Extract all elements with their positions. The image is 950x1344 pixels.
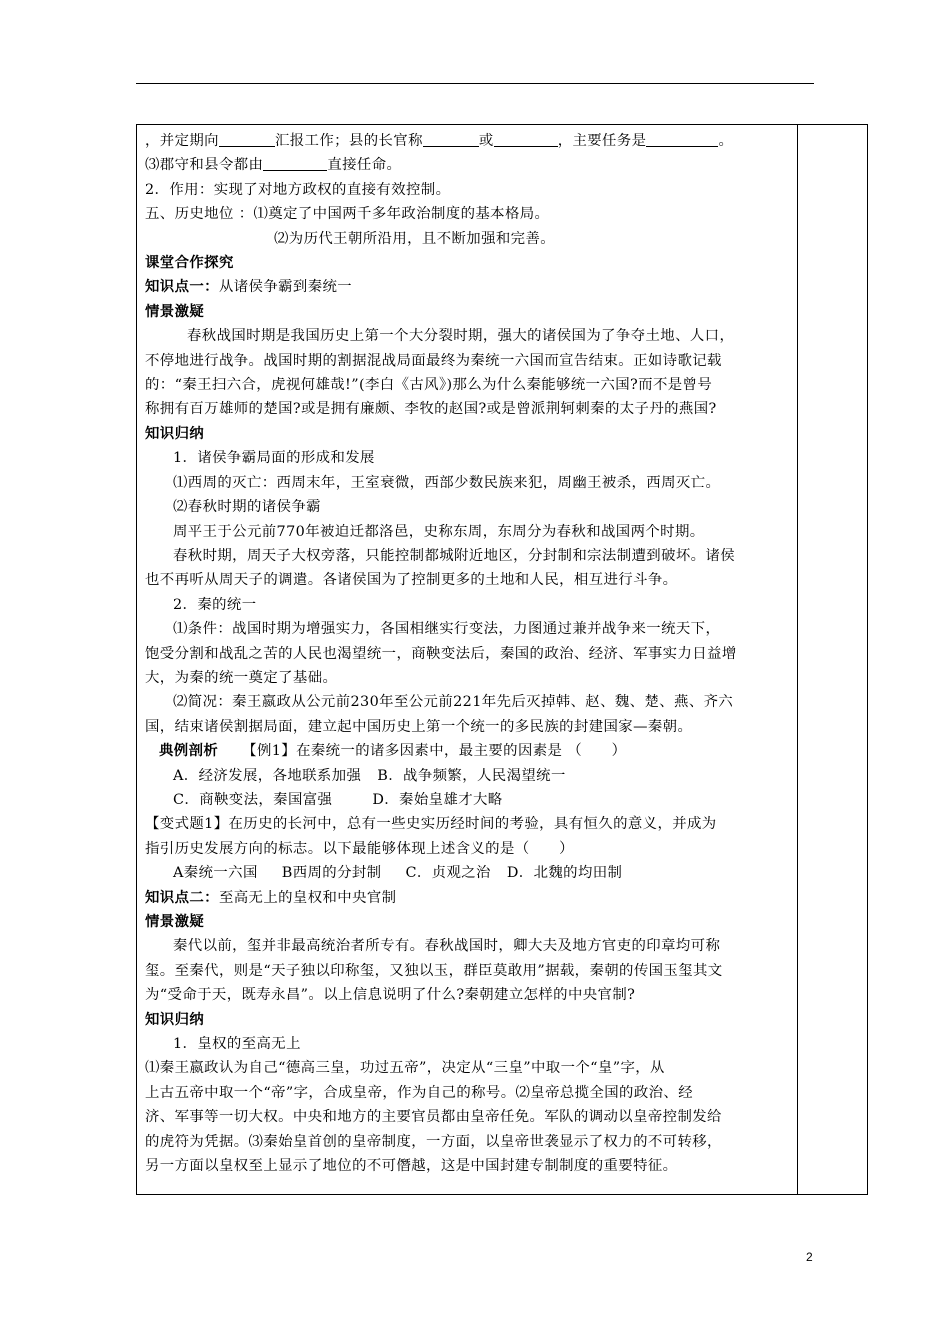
fill-blank bbox=[219, 130, 275, 147]
subheading: 知识归纳 bbox=[145, 424, 205, 442]
text-line: 也不再听从周天子的调遣。各诸侯国为了控制更多的土地和人民，相互进行斗争。 bbox=[145, 572, 678, 589]
fill-blank bbox=[494, 130, 558, 147]
subheading: 情景激疑 bbox=[145, 302, 205, 320]
text-line: 为“受命于天，既寿永昌”。以上信息说明了什么?秦朝建立怎样的中央官制? bbox=[145, 987, 636, 1004]
knowledge-point-heading: 知识点一：从诸侯争霸到秦统一 bbox=[145, 278, 353, 296]
subheading: 知识归纳 bbox=[145, 1010, 205, 1028]
text-line: ⑵为历代王朝所沿用，且不断加强和完善。 bbox=[274, 230, 556, 247]
fill-blank bbox=[646, 130, 718, 147]
text-line: ⑵简况：秦王嬴政从公元前230年至公元前221年先后灭掉韩、赵、魏、楚、燕、齐六 bbox=[173, 694, 734, 711]
text-line: ⑶郡守和县令都由 直接任命。 bbox=[145, 153, 793, 177]
header-rule bbox=[136, 83, 814, 84]
text-line: 2．秦的统一 bbox=[173, 596, 257, 613]
knowledge-point-heading: 知识点二：至高无上的皇权和中央官制 bbox=[145, 888, 397, 906]
page-number: 2 bbox=[806, 1250, 813, 1264]
option-line: A秦统一六国 B西周的分封制 C．贞观之治 D．北魏的均田制 bbox=[173, 865, 623, 882]
content-table bbox=[136, 124, 868, 1195]
text-line: 不停地进行战争。战国时期的割据混战局面最终为秦统一六国而宣告结束。正如诗歌记载 bbox=[145, 352, 722, 369]
text-line: 大，为秦的统一奠定了基础。 bbox=[145, 669, 338, 686]
text-line: 秦代以前，玺并非最高统治者所专有。春秋战国时，卿大夫及地方官吏的印章均可称 bbox=[173, 938, 721, 955]
text-line: 2．作用：实现了对地方政权的直接有效控制。 bbox=[145, 181, 451, 198]
text-line: ⑴秦王嬴政认为自己“德高三皇，功过五帝”，决定从“三皇”中取一个“皇”字，从 bbox=[145, 1060, 665, 1077]
text-line: 济、军事等一切大权。中央和地方的主要官员都由皇帝任免。军队的调动以皇帝控制发给 bbox=[145, 1109, 722, 1126]
text-line: 上古五帝中取一个“帝”字，合成皇帝，作为自己的称号。⑵皇帝总揽全国的政治、经 bbox=[145, 1084, 693, 1101]
main-cell bbox=[145, 129, 793, 1178]
section-heading: 课堂合作探究 bbox=[145, 254, 234, 272]
text-line: ，并定期向 汇报工作；县的长官称 或 ，主要任务是 。 bbox=[145, 129, 793, 153]
text-line: 春秋时期，周天子大权旁落，只能控制都城附近地区，分封制和宗法制遭到破坏。诸侯 bbox=[173, 547, 736, 564]
text-line: 【变式题1】在历史的长河中，总有一些史实历经时间的考验，具有恒久的意义，并成为 bbox=[145, 816, 717, 833]
fill-blank bbox=[263, 154, 327, 171]
text-line: 玺。至秦代，则是“天子独以印称玺，又独以玉，群臣莫敢用”据载，秦朝的传国玉玺其文 bbox=[145, 962, 723, 979]
text-line: ⑴西周的灭亡：西周末年，王室衰微，西部少数民族来犯，周幽王被杀，西周灭亡。 bbox=[173, 474, 721, 491]
text-line: 1．皇权的至高无上 bbox=[173, 1036, 301, 1053]
option-line: A．经济发展，各地联系加强 B．战争频繁，人民渴望统一 bbox=[173, 767, 566, 784]
text-line: 的虎符为凭据。⑶秦始皇首创的皇帝制度，一方面，以皇帝世袭显示了权力的不可转移， bbox=[145, 1133, 722, 1150]
text-line: 周平王于公元前770年被迫迁都洛邑，史称东周，东周分为春秋和战国两个时期。 bbox=[173, 523, 705, 540]
subheading: 情景激疑 bbox=[145, 913, 205, 930]
text-line: 春秋战国时期是我国历史上第一个大分裂时期，强大的诸侯国为了争夺土地、人口， bbox=[187, 328, 735, 345]
column-divider bbox=[797, 125, 798, 1194]
text-line: 五、历史地位 ：⑴奠定了中国两千多年政治制度的基本格局。 bbox=[145, 206, 550, 223]
text-line: 1．诸侯争霸局面的形成和发展 bbox=[173, 450, 375, 467]
option-line: C．商鞅变法，秦国富强 D．秦始皇雄才大略 bbox=[173, 791, 503, 808]
text-line: ⑵春秋时期的诸侯争霸 bbox=[173, 499, 321, 516]
text-line: 另一方面以皇权至上显示了地位的不可僭越，这是中国封建专制制度的重要特征。 bbox=[145, 1158, 678, 1175]
text-line: 国，结束诸侯割据局面，建立起中国历史上第一个统一的多民族的封建国家—秦朝。 bbox=[145, 718, 693, 735]
text-line: ⑴条件：战国时期为增强实力，各国相继实行变法，力图通过兼并战争来一统天下， bbox=[173, 621, 721, 638]
text-line: 指引历史发展方向的标志。以下最能够体现上述含义的是（ ） bbox=[145, 840, 574, 857]
text-line: 饱受分割和战乱之苦的人民也渴望统一，商鞅变法后，秦国的政治、经济、军事实力日益增 bbox=[145, 645, 737, 662]
example-line: 典例剖析 【例1】在秦统一的诸多因素中，最主要的因素是 （ ） bbox=[159, 742, 627, 760]
fill-blank bbox=[423, 130, 479, 147]
text-line: 称拥有百万雄师的楚国?或是拥有廉颇、李牧的赵国?或是曾派荆轲刺秦的太子丹的燕国? bbox=[145, 401, 717, 418]
text-line: 的：“秦王扫六合，虎视何雄哉!”(李白《古风》)那么为什么秦能够统一六国?而不是曾号 bbox=[145, 377, 713, 394]
